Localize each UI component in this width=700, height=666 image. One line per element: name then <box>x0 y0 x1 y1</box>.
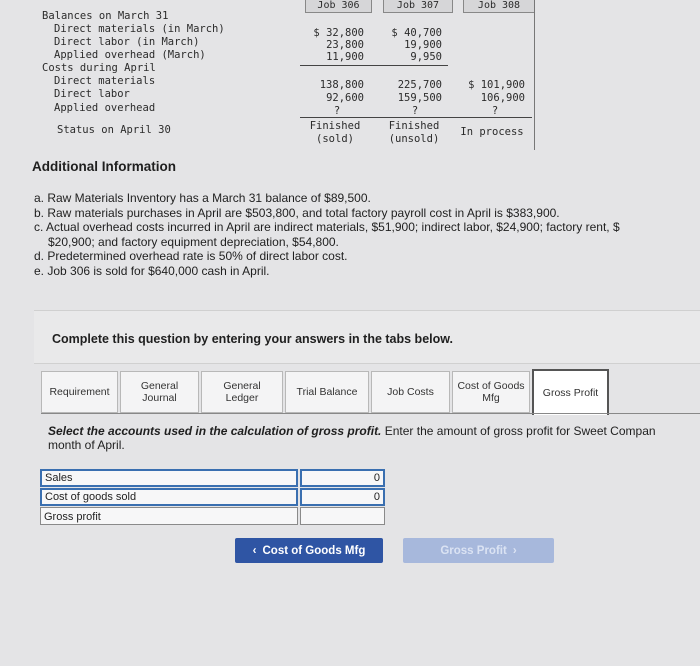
amount-input-cogs[interactable]: 0 <box>300 488 385 506</box>
instruction-banner-text: Complete this question by entering your answers in the tabs below. <box>52 332 453 346</box>
gross-profit-label: Gross profit <box>40 507 298 525</box>
tab-label: Requirement <box>49 386 110 398</box>
status-label: Status on April 30 <box>57 124 171 136</box>
next-tab-label: Gross Profit <box>440 544 507 557</box>
balances-label: Balances on March 31 <box>42 10 169 22</box>
value-cell: 106,900 <box>480 92 525 104</box>
row-label: Applied overhead <box>54 102 156 114</box>
value-cell: 11,900 <box>326 51 364 63</box>
status-cell: In process <box>460 126 524 138</box>
tab-general-journal[interactable] <box>120 371 199 413</box>
row-label: Direct materials (in March) <box>54 23 225 35</box>
tab-trial-balance[interactable] <box>285 371 369 413</box>
amount-input-sales[interactable]: 0 <box>300 469 385 487</box>
account-select-sales[interactable]: Sales <box>40 469 298 487</box>
info-item: b. Raw materials purchases in April are $503,800, and total factory payroll cost in April is $383,900. <box>34 205 560 220</box>
prev-tab-button[interactable] <box>235 538 383 563</box>
info-item: c. Actual overhead costs incurred in April are indirect materials, $51,900; indirect labor, $24,900; factory rent, $ <box>34 220 620 234</box>
table-row <box>40 469 385 488</box>
row-label: Applied overhead (March) <box>54 49 206 61</box>
value-cell: $ 40,700 <box>391 27 442 39</box>
job-308-header: Job 308 <box>463 0 535 13</box>
next-tab-button[interactable] <box>403 538 554 563</box>
instruction-banner <box>34 310 700 364</box>
value-cell: 92,600 <box>326 92 364 104</box>
status-cell: (sold) <box>316 133 354 145</box>
additional-info-list <box>34 191 620 278</box>
tab-gross-profit[interactable] <box>532 369 609 415</box>
row-label: Direct materials <box>54 75 156 87</box>
value-cell: 225,700 <box>397 79 442 91</box>
tab-label: General Ledger <box>223 380 261 404</box>
value-cell: ? <box>491 105 499 117</box>
table-row <box>40 488 385 507</box>
job-307-header: Job 307 <box>383 0 453 13</box>
table-row <box>40 507 385 526</box>
instruction-text-line2: month of April. <box>48 438 125 452</box>
chevron-right-icon: › <box>512 544 517 557</box>
divider <box>534 0 535 150</box>
tab-requirement[interactable] <box>41 371 118 413</box>
job-306-header: Job 306 <box>305 0 372 13</box>
tab-label: Job Costs <box>387 386 434 398</box>
info-item: d. Predetermined overhead rate is 50% of direct labor cost. <box>34 249 348 263</box>
tab-label: Gross Profit <box>542 387 599 399</box>
tab-job-costs[interactable] <box>371 371 450 413</box>
amount-input-gross-profit[interactable] <box>300 507 385 525</box>
value-cell: 19,900 <box>404 39 442 51</box>
value-cell: $ 32,800 <box>313 27 364 39</box>
instruction-bold: Select the accounts used in the calculation of gross profit. <box>48 424 382 438</box>
divider <box>300 117 532 118</box>
tab-instructions <box>48 424 700 452</box>
additional-info-title: Additional Information <box>32 159 176 174</box>
tab-cost-of-goods-mfg[interactable] <box>452 371 530 413</box>
info-item: e. Job 306 is sold for $640,000 cash in April. <box>34 263 270 278</box>
info-item: $20,900; and factory equipment depreciation, $54,800. <box>48 234 339 249</box>
prev-tab-label: Cost of Goods Mfg <box>262 544 366 557</box>
value-cell: ? <box>411 105 419 117</box>
row-label: Direct labor (in March) <box>54 36 200 48</box>
info-item: a. Raw Materials Inventory has a March 31 balance of $89,500. <box>34 191 371 205</box>
value-cell: ? <box>333 105 341 117</box>
tab-general-ledger[interactable] <box>201 371 283 413</box>
chevron-left-icon: ‹ <box>252 544 257 557</box>
value-cell: 159,500 <box>397 92 442 104</box>
value-cell: 138,800 <box>319 79 364 91</box>
tab-label: Cost of Goods Mfg <box>457 380 525 404</box>
status-cell: Finished <box>309 120 361 132</box>
value-cell: 9,950 <box>410 51 442 63</box>
tab-underline <box>41 413 700 414</box>
instruction-text: Enter the amount of gross profit for Sweet Compan <box>381 424 656 438</box>
account-select-cogs[interactable]: Cost of goods sold <box>40 488 298 506</box>
tab-label: General Journal <box>140 380 179 404</box>
value-cell: $ 101,900 <box>468 79 525 91</box>
status-cell: (unsold) <box>388 133 440 145</box>
costs-label: Costs during April <box>42 62 156 74</box>
job-cost-table <box>0 0 700 150</box>
row-label: Direct labor <box>54 88 130 100</box>
status-cell: Finished <box>388 120 440 132</box>
value-cell: 23,800 <box>326 39 364 51</box>
divider <box>300 65 448 66</box>
tab-label: Trial Balance <box>296 386 358 398</box>
